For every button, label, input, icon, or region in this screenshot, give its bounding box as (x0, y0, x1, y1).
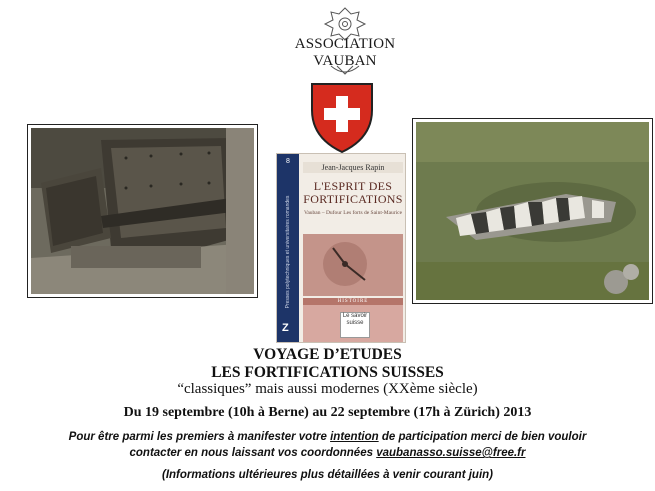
bunker-image (416, 122, 649, 300)
ornament-bottom-icon (329, 62, 361, 76)
publisher-logo-icon: Z (282, 322, 289, 334)
info-line1 (0, 431, 655, 443)
book-publisher-badge: Le savoir suisse (340, 312, 370, 338)
book-spine-number: 8 (286, 158, 290, 165)
info-line2 (0, 447, 655, 459)
heading-line3: “classiques” mais aussi modernes (XXème siècle) (177, 381, 478, 397)
trip-dates: Du 19 septembre (10h à Berne) au 22 septembre (17h à Zürich) 2013 (123, 405, 532, 420)
swiss-shield-icon (308, 80, 376, 154)
book-cover-illustration (303, 234, 403, 296)
book-spine-text: Presses polytechniques et universitaires romandes (285, 195, 291, 309)
info-line3: (Informations ultérieures plus détaillées à venir courant juin) (161, 469, 494, 481)
book-cover (277, 154, 405, 342)
info-line1-end: de participation merci de bien vouloir (378, 431, 587, 443)
contact-email-link[interactable]: vaubanasso.suisse@free.fr (376, 447, 526, 459)
heading-line1: VOYAGE D’ETUDES (253, 346, 402, 363)
book-series: HISTOIRE (303, 298, 403, 305)
association-logo (262, 6, 428, 78)
info-line1-start: Pour être parmi les premiers à manifester votre (68, 431, 331, 443)
logo-text: ASSOCIATION VAUBAN (294, 36, 396, 69)
photo-mountain-bunker (412, 118, 653, 304)
cannon-image (31, 128, 254, 294)
book-spine (277, 154, 299, 342)
photo-fortress-cannon (27, 124, 258, 298)
info-line2-text: contacter en nous laissant vos coordonnées (129, 447, 377, 459)
book-title: L'ESPRIT DES FORTIFICATIONS (303, 179, 403, 206)
book-author: Jean-Jacques Rapin (303, 162, 403, 173)
heading-line2: LES FORTIFICATIONS SUISSES (211, 364, 444, 381)
info-intention: intention (330, 431, 379, 443)
book-subtitle: Vauban – Dufour Les forts de Saint-Maurice (303, 210, 403, 216)
